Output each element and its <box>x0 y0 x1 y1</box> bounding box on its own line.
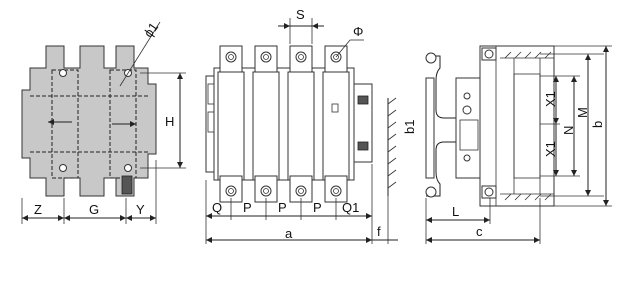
side-phi-label: ϕ1 <box>140 19 162 41</box>
end-x1-top-label: X1 <box>543 91 558 107</box>
side-dim-z: Z <box>34 202 42 217</box>
end-b-label: b <box>590 120 605 128</box>
end-view <box>426 46 612 244</box>
front-height-label: b1 <box>402 119 417 134</box>
pole-1 <box>218 46 244 202</box>
front-view <box>206 7 417 244</box>
pole-4 <box>323 46 349 202</box>
end-x1-bottom-label: X1 <box>543 141 558 157</box>
end-c-label: c <box>476 224 483 239</box>
front-offset-label: f <box>377 224 381 239</box>
front-pole-q: Q <box>212 200 223 215</box>
front-pole-q1: Q1 <box>342 200 360 215</box>
front-pole-p3: P <box>313 200 322 215</box>
side-height-label: H <box>165 114 175 129</box>
front-phi-label: Φ <box>353 24 364 39</box>
end-n-label: N <box>561 125 576 135</box>
end-m-label: M <box>575 107 590 118</box>
side-dim-y: Y <box>136 202 145 217</box>
front-spacing-label: S <box>296 7 305 22</box>
side-dim-g: G <box>89 202 100 217</box>
pole-3 <box>288 46 314 202</box>
front-width-label: a <box>285 226 293 241</box>
end-l-label: L <box>452 204 460 219</box>
front-pole-p2: P <box>278 200 287 215</box>
side-view <box>22 20 186 224</box>
front-pole-p1: P <box>243 200 252 215</box>
pole-2 <box>253 46 279 202</box>
